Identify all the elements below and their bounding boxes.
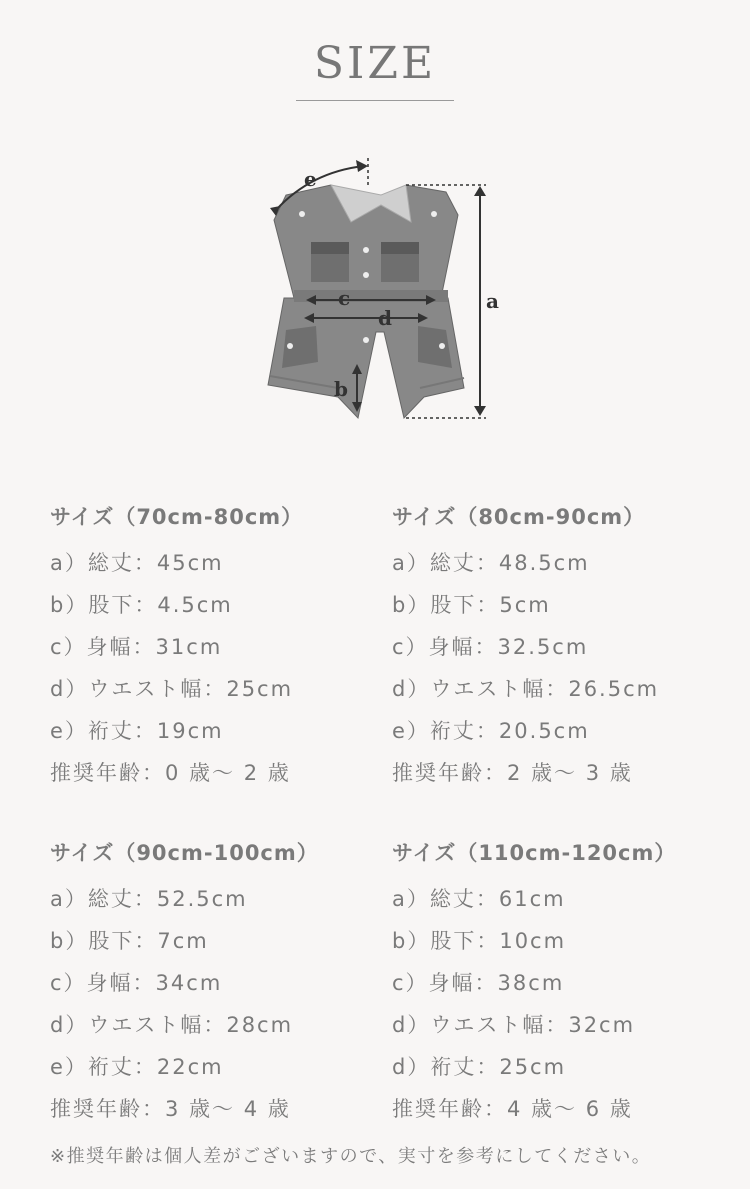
size-row-chest: c）身幅：38cm	[392, 971, 565, 995]
size-row-length: a）総丈：61cm	[392, 887, 566, 911]
size-row-sleeve: e）裄丈：20.5cm	[392, 719, 590, 743]
label-a: a	[486, 289, 499, 313]
size-row-chest: c）身幅：32.5cm	[392, 635, 589, 659]
page-title: SIZE	[313, 38, 437, 89]
size-row-length: a）総丈：52.5cm	[50, 887, 248, 911]
size-row-age: 推奨年齢：4 歳〜 6 歳	[392, 1097, 633, 1121]
size-row-sleeve: e）裄丈：22cm	[50, 1055, 224, 1079]
size-row-waist: d）ウエスト幅：25cm	[50, 677, 294, 701]
size-row-waist: d）ウエスト幅：32cm	[392, 1013, 636, 1037]
size-row-age: 推奨年齢：2 歳〜 3 歳	[392, 761, 633, 785]
size-row-age: 推奨年齢：0 歳〜 2 歳	[50, 761, 291, 785]
size-block-80-90	[392, 502, 712, 796]
size-row-chest: c）身幅：31cm	[50, 635, 223, 659]
size-heading: サイズ（70cm-80cm）	[50, 505, 304, 529]
size-row-sleeve: e）裄丈：19cm	[50, 719, 224, 743]
label-d: d	[378, 306, 392, 330]
label-e: e	[304, 167, 317, 191]
size-heading: サイズ（80cm-90cm）	[392, 505, 646, 529]
size-row-length: a）総丈：45cm	[50, 551, 224, 575]
size-row-length: a）総丈：48.5cm	[392, 551, 590, 575]
size-row-chest: c）身幅：34cm	[50, 971, 223, 995]
size-row-sleeve: d）裄丈：25cm	[392, 1055, 567, 1079]
size-block-110-120	[392, 838, 712, 1132]
label-c: c	[338, 286, 351, 310]
size-row-inseam: b）股下：5cm	[392, 593, 551, 617]
romper-size-diagram	[256, 150, 506, 430]
size-row-waist: d）ウエスト幅：28cm	[50, 1013, 294, 1037]
label-b: b	[334, 377, 348, 401]
size-heading: サイズ（90cm-100cm）	[50, 841, 319, 865]
size-row-inseam: b）股下：4.5cm	[50, 593, 233, 617]
size-block-70-80	[50, 502, 370, 796]
footnote: ※推奨年齢は個人差がございますので、実寸を参考にしてください。	[50, 1146, 652, 1167]
size-row-age: 推奨年齢：3 歳〜 4 歳	[50, 1097, 291, 1121]
size-heading: サイズ（110cm-120cm）	[392, 841, 677, 865]
size-row-waist: d）ウエスト幅：26.5cm	[392, 677, 660, 701]
size-row-inseam: b）股下：7cm	[50, 929, 209, 953]
size-block-90-100	[50, 838, 370, 1132]
size-row-inseam: b）股下：10cm	[392, 929, 567, 953]
title-divider	[296, 100, 454, 101]
